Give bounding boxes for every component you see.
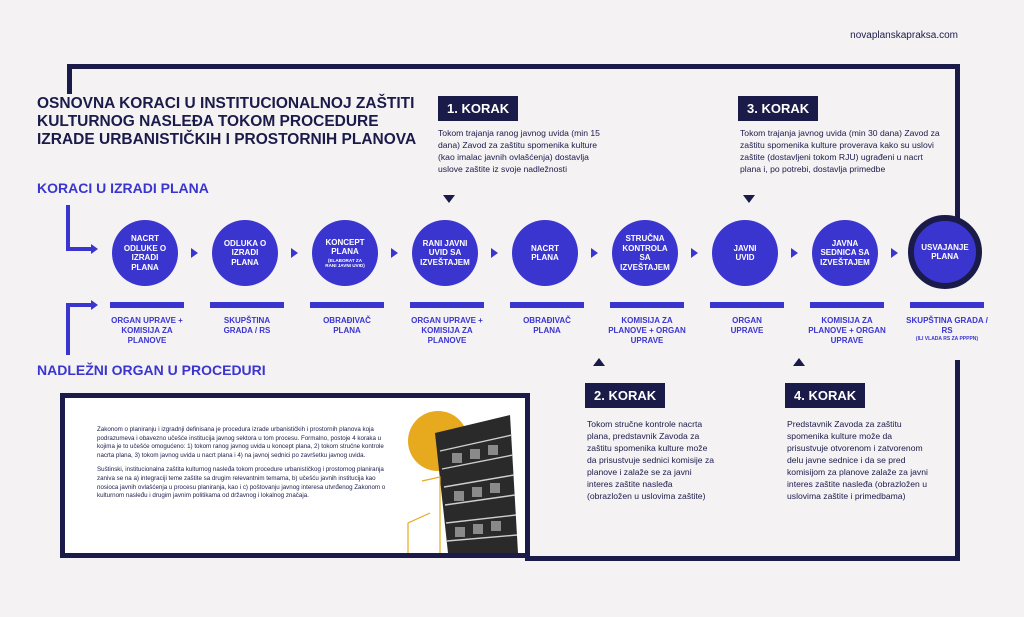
korak-2-text: Tokom stručne kontrole nacrta plana, predstavnik Zavoda za zaštitu spomenika kulture može da prisustvuje sednici komisije za planove i zalaže se za javni interes zaštite nasleđa (obrazložen u uslovima zaštite) <box>587 419 715 501</box>
arrow-right-icon <box>191 248 198 258</box>
arrow-up-icon <box>793 358 805 366</box>
connector-steps-h <box>66 247 92 251</box>
organ-label: ORGAN UPRAVE <box>730 316 764 335</box>
frame-right-lower <box>955 360 960 561</box>
organ-label: ORGAN UPRAVE + KOMISIJA ZA PLANOVE <box>111 316 183 345</box>
korak-1-label: 1. KORAK <box>438 96 518 121</box>
organ-bar <box>110 302 184 308</box>
step-javna-sednica: JAVNA SEDNICA SA IZVEŠTAJEM <box>812 220 878 286</box>
korak-4-label: 4. KORAK <box>785 383 865 408</box>
korak-3-label: 3. KORAK <box>738 96 818 121</box>
organ-label: KOMISIJA ZA PLANOVE + ORGAN UPRAVE <box>608 316 686 345</box>
organ-label: SKUPŠTINA GRADA / RS <box>223 316 271 335</box>
organ-label: OBRAĐIVAČ PLANA <box>323 316 371 335</box>
organ-bar <box>510 302 584 308</box>
korak-1-text: Tokom trajanja ranog javnog uvida (min 15 dana) Zavod za zaštitu spomenika kulture (kao imalac javnih ovlašćenja) dostavlja uslove zaštite iz svoje nadležnosti <box>438 128 600 174</box>
connector-steps <box>66 205 70 251</box>
arrow-down-icon <box>743 195 755 203</box>
arrow-right-icon <box>91 244 98 254</box>
info-text <box>97 426 397 506</box>
organ-label: KOMISIJA ZA PLANOVE + ORGAN UPRAVE <box>808 316 886 345</box>
organ-bar <box>210 302 284 308</box>
arrow-right-icon <box>791 248 798 258</box>
organ-label: OBRAĐIVAČ PLANA <box>523 316 571 335</box>
site-url[interactable]: novaplanskapraksa.com <box>850 30 958 41</box>
frame-top <box>67 64 960 69</box>
organ-label: SKUPŠTINA GRADA / RS (ILI VLADA RS ZA PPPPN) <box>906 316 988 342</box>
step-rani-javni-uvid: RANI JAVNI UVID SA IZVEŠTAJEM <box>412 220 478 286</box>
arrow-right-icon <box>491 248 498 258</box>
connector-organ <box>66 305 70 355</box>
frame-bottom <box>525 556 960 561</box>
arrow-right-icon <box>291 248 298 258</box>
step-strucna-kontrola: STRUČNA KONTROLA SA IZVEŠTAJEM <box>612 220 678 286</box>
section-organ-label: NADLEŽNI ORGAN U PROCEDURI <box>37 362 266 378</box>
arrow-down-icon <box>443 195 455 203</box>
page-title: OSNOVNA KORACI U INSTITUCIONALNOJ ZAŠTITI KULTURNOG NASLEĐA TOKOM PROCEDURE IZRADE URBANISTIČKIH I PROSTORNIH PLANOVA <box>37 95 417 148</box>
step-usvajanje: USVAJANJE PLANA <box>908 215 982 289</box>
organ-bar <box>410 302 484 308</box>
building-illustration <box>400 403 520 553</box>
step-javni-uvid: JAVNI UVID <box>712 220 778 286</box>
step-koncept: KONCEPT PLANA (ELABORAT ZA RANI JAVNI UVID) <box>312 220 378 286</box>
korak-3-text: Tokom trajanja javnog uvida (min 30 dana) Zavod za zaštitu spomenika kulture proverava kako su uslovi zaštite (dostavljeni tokom RJU) ugrađeni u nacrt plana i, po potrebi, dostavlja primedbe <box>740 128 940 174</box>
step-nacrt-odluke: NACRT ODLUKE O IZRADI PLANA <box>112 220 178 286</box>
organ-bar <box>710 302 784 308</box>
arrow-right-icon <box>691 248 698 258</box>
organ-bar <box>810 302 884 308</box>
section-steps-label: KORACI U IZRADI PLANA <box>37 180 209 196</box>
info-paragraph-2: Suštinski, institucionalna zaštita kulturnog nasleđa tokom procedure urbanističkog i prostornog planiranja zaniva se na a) integraciji teme zaštite sa drugim relevantnim temama, b) učešću javnih institucija kao nosioca javnih ovlašćenja u procesu planiranja, kao i c) poštovanju javnog interesa utvrđenog Zakonom o kulturnom nasleđu i drugim javnim politikama od državnog i lokalnog značaja. <box>97 466 386 500</box>
info-paragraph-1: Zakonom o planiranju i izgradnji definisana je procedura izrade urbanističkih i prostornih planova koja podrazumeva i obavezno učešće institucija javnog sektora u tom procesu. Formalno, postoje 4 koraka u kojima je to učešće omogućeno: 1) tokom ranog javnog uvida u koncept plana, 2) tokom stručne kontrole nacrta plana, 3) tokom javnog uvida u nacrt plana i 4) na javnoj sednici po završetku javnog uvida. <box>97 426 384 459</box>
step-nacrt-plana: NACRT PLANA <box>512 220 578 286</box>
korak-2-label: 2. KORAK <box>585 383 665 408</box>
arrow-right-icon <box>91 300 98 310</box>
info-box <box>60 393 530 558</box>
arrow-right-icon <box>391 248 398 258</box>
arrow-right-icon <box>591 248 598 258</box>
organ-label: ORGAN UPRAVE + KOMISIJA ZA PLANOVE <box>411 316 483 345</box>
organ-bar <box>910 302 984 308</box>
arrow-up-icon <box>593 358 605 366</box>
organ-bar <box>310 302 384 308</box>
organ-bar <box>610 302 684 308</box>
step-odluka: ODLUKA O IZRADI PLANA <box>212 220 278 286</box>
korak-4-text: Predstavnik Zavoda za zaštitu spomenika kulture može da prisustvuje otvorenom i zatvorenom delu javne sednice i da se pred komisijom za planove zalaže za javni interes zaštite nasleđa (obrazložen u uslovima zaštite i primedbama) <box>787 419 928 501</box>
connector-organ-h <box>66 303 92 307</box>
arrow-right-icon <box>891 248 898 258</box>
frame-left <box>67 64 72 94</box>
